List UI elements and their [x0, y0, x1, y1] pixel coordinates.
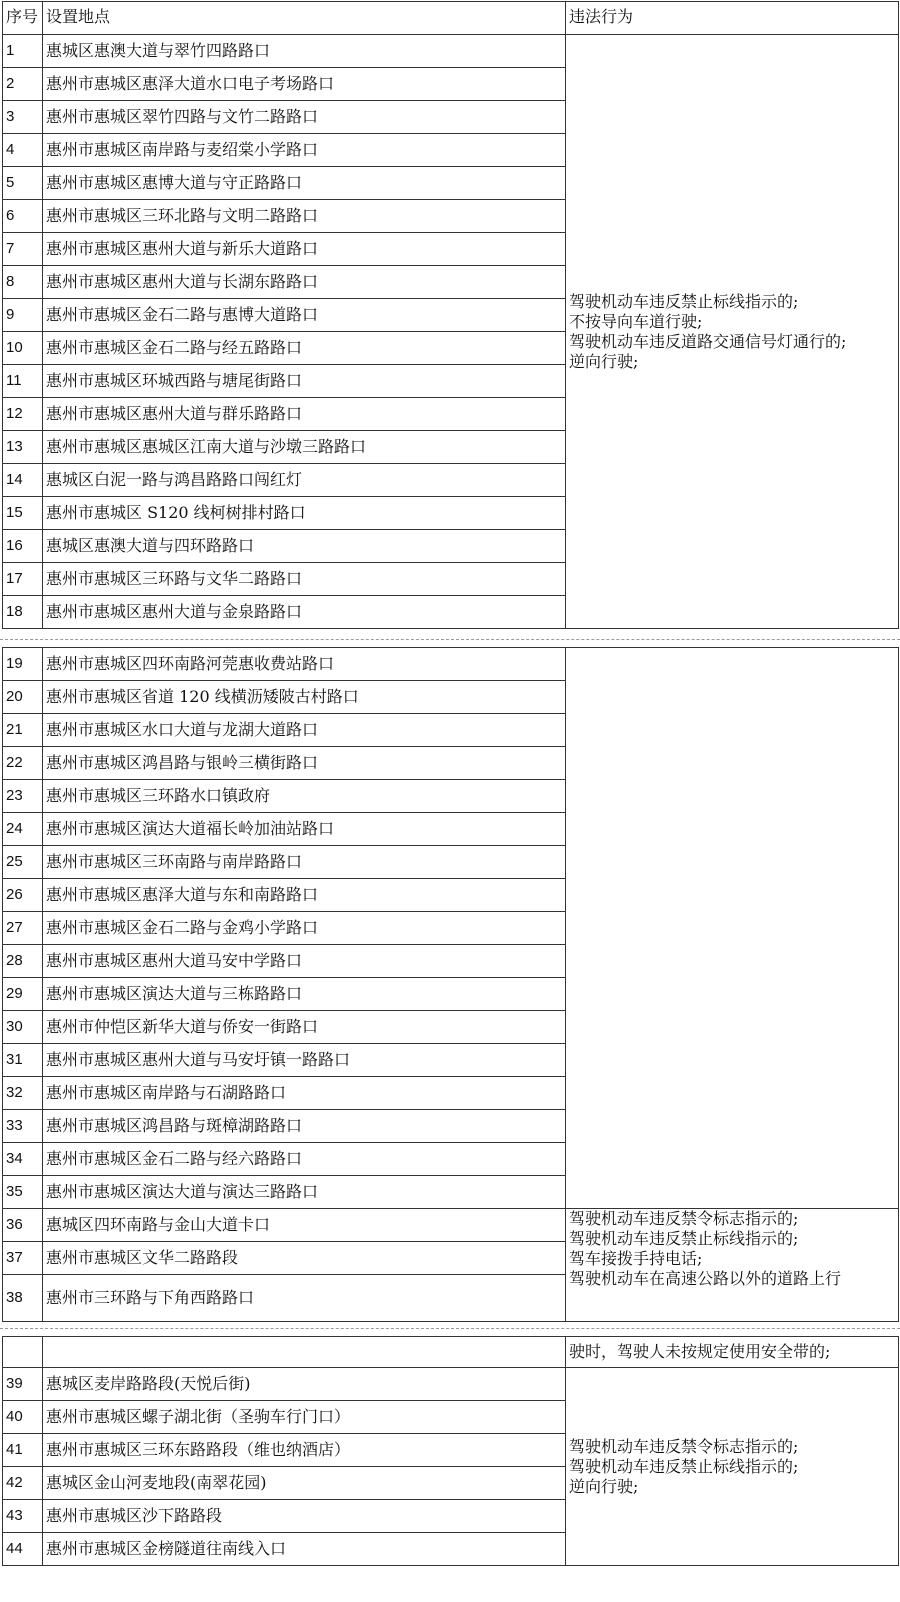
- row-number: 12: [3, 398, 43, 431]
- row-number: 41: [3, 1434, 43, 1467]
- row-number: 42: [3, 1467, 43, 1500]
- violation-line: 驾驶机动车违反禁令标志指示的;: [569, 1209, 799, 1228]
- location-cell: 惠州市惠城区省道 120 线横沥矮陂古村路口: [43, 681, 566, 714]
- violation-line: 逆向行驶;: [569, 351, 639, 371]
- location-cell: 惠州市惠城区南岸路与石湖路路口: [43, 1077, 566, 1110]
- location-cell: 惠州市惠城区惠州大道马安中学路口: [43, 945, 566, 978]
- violation-table-page-1: [2, 1, 899, 629]
- location-cell: 惠州市惠城区水口大道与龙湖大道路口: [43, 714, 566, 747]
- row-number: 34: [3, 1143, 43, 1176]
- row-number: 8: [3, 266, 43, 299]
- violation-cell: [566, 1209, 899, 1322]
- location-cell: 惠州市惠城区 S120 线柯树排村路口: [43, 497, 566, 530]
- location-cell: 惠城区金山河麦地段(南翠花园): [43, 1467, 566, 1500]
- location-cell: 惠州市惠城区惠泽大道水口电子考场路口: [43, 68, 566, 101]
- location-cell: 惠州市惠城区四环南路河莞惠收费站路口: [43, 648, 566, 681]
- row-number: 24: [3, 813, 43, 846]
- location-cell: 惠州市惠城区惠州大道与群乐路路口: [43, 398, 566, 431]
- row-number-empty: [3, 1337, 43, 1368]
- continuation-row: [3, 1337, 899, 1368]
- row-number: 28: [3, 945, 43, 978]
- location-cell: 惠州市惠城区金石二路与经五路路口: [43, 332, 566, 365]
- row-number: 13: [3, 431, 43, 464]
- location-cell: 惠城区惠澳大道与翠竹四路路口: [43, 35, 566, 68]
- location-cell: 惠州市惠城区金石二路与惠博大道路口: [43, 299, 566, 332]
- location-cell: 惠州市惠城区惠博大道与守正路路口: [43, 167, 566, 200]
- location-cell: 惠州市三环路与下角西路路口: [43, 1275, 566, 1322]
- row-number: 15: [3, 497, 43, 530]
- row-number: 21: [3, 714, 43, 747]
- row-number: 1: [3, 35, 43, 68]
- location-cell: 惠州市惠城区演达大道福长岭加油站路口: [43, 813, 566, 846]
- row-number: 25: [3, 846, 43, 879]
- row-number: 36: [3, 1209, 43, 1242]
- violation-table-page-2: [2, 647, 899, 1322]
- row-number: 37: [3, 1242, 43, 1275]
- location-cell: 惠州市惠城区鸿昌路与银岭三横街路口: [43, 747, 566, 780]
- location-cell: 惠州市惠城区金榜隧道往南线入口: [43, 1533, 566, 1566]
- row-number: 30: [3, 1011, 43, 1044]
- location-cell-empty: [43, 1337, 566, 1368]
- page-break: [0, 639, 900, 640]
- row-number: 9: [3, 299, 43, 332]
- location-cell: 惠州市惠城区惠州大道与长湖东路路口: [43, 266, 566, 299]
- row-number: 31: [3, 1044, 43, 1077]
- row-number: 39: [3, 1368, 43, 1401]
- violation-table-page-3: [2, 1336, 899, 1566]
- location-cell: 惠州市仲恺区新华大道与侨安一街路口: [43, 1011, 566, 1044]
- header-number: 序号: [3, 2, 43, 35]
- location-cell: 惠州市惠城区南岸路与麦绍棠小学路口: [43, 134, 566, 167]
- location-cell: 惠州市惠城区三环北路与文明二路路口: [43, 200, 566, 233]
- location-cell: 惠州市惠城区三环南路与南岸路路口: [43, 846, 566, 879]
- row-number: 2: [3, 68, 43, 101]
- violation-line: 驾驶机动车在高速公路以外的道路上行: [569, 1269, 842, 1288]
- location-cell: 惠州市惠城区惠州大道与金泉路路口: [43, 596, 566, 629]
- location-cell: 惠州市惠城区沙下路路段: [43, 1500, 566, 1533]
- table-row: [3, 648, 899, 681]
- location-cell: 惠州市惠城区环城西路与塘尾街路口: [43, 365, 566, 398]
- header-violation: 违法行为: [566, 2, 899, 35]
- violation-line: 驾车接拨手持电话;: [569, 1249, 703, 1268]
- row-number: 35: [3, 1176, 43, 1209]
- location-cell: 惠州市惠城区惠州大道与新乐大道路口: [43, 233, 566, 266]
- location-cell: 惠州市惠城区三环东路路段（维也纳酒店）: [43, 1434, 566, 1467]
- location-cell: 惠州市惠城区惠州大道与马安圩镇一路路口: [43, 1044, 566, 1077]
- location-cell: 惠州市惠城区鸿昌路与斑樟湖路路口: [43, 1110, 566, 1143]
- row-number: 29: [3, 978, 43, 1011]
- row-number: 20: [3, 681, 43, 714]
- violation-cell: 驶时，驾驶人未按规定使用安全带的;: [566, 1337, 899, 1368]
- row-number: 3: [3, 101, 43, 134]
- row-number: 4: [3, 134, 43, 167]
- page-break: [0, 1328, 900, 1329]
- row-number: 33: [3, 1110, 43, 1143]
- location-cell: 惠州市惠城区金石二路与金鸡小学路口: [43, 912, 566, 945]
- row-number: 7: [3, 233, 43, 266]
- table-row: [3, 35, 899, 68]
- row-number: 16: [3, 530, 43, 563]
- location-cell: 惠城区惠澳大道与四环路路口: [43, 530, 566, 563]
- location-cell: 惠州市惠城区翠竹四路与文竹二路路口: [43, 101, 566, 134]
- row-number: 17: [3, 563, 43, 596]
- location-cell: 惠城区白泥一路与鸿昌路路口闯红灯: [43, 464, 566, 497]
- row-number: 22: [3, 747, 43, 780]
- violation-line: 驾驶机动车违反禁令标志指示的;: [569, 1436, 799, 1456]
- violation-cell: [566, 1368, 899, 1566]
- row-number: 27: [3, 912, 43, 945]
- violation-line: 逆向行驶;: [569, 1476, 639, 1496]
- location-cell: 惠州市惠城区三环路与文华二路路口: [43, 563, 566, 596]
- violation-line: 驾驶机动车违反禁止标线指示的;: [569, 291, 799, 311]
- violation-line: 不按导向车道行驶;: [569, 311, 703, 331]
- violation-cell: [566, 35, 899, 629]
- location-cell: 惠城区麦岸路路段(天悦后街): [43, 1368, 566, 1401]
- row-number: 43: [3, 1500, 43, 1533]
- violation-cell-empty: [566, 648, 899, 1209]
- row-number: 40: [3, 1401, 43, 1434]
- row-number: 19: [3, 648, 43, 681]
- violation-line: 驾驶机动车违反禁止标线指示的;: [569, 1456, 799, 1476]
- location-cell: 惠州市惠城区三环路水口镇政府: [43, 780, 566, 813]
- row-number: 5: [3, 167, 43, 200]
- row-number: 38: [3, 1275, 43, 1322]
- header-row: [3, 2, 899, 35]
- row-number: 26: [3, 879, 43, 912]
- violation-line: 驾驶机动车违反道路交通信号灯通行的;: [569, 331, 847, 351]
- header-location: 设置地点: [43, 2, 566, 35]
- row-number: 44: [3, 1533, 43, 1566]
- row-number: 18: [3, 596, 43, 629]
- row-number: 11: [3, 365, 43, 398]
- location-cell: 惠州市惠城区金石二路与经六路路口: [43, 1143, 566, 1176]
- row-number: 10: [3, 332, 43, 365]
- location-cell: 惠州市惠城区惠泽大道与东和南路路口: [43, 879, 566, 912]
- location-cell: 惠州市惠城区螺子湖北街（圣驹车行门口）: [43, 1401, 566, 1434]
- row-number: 6: [3, 200, 43, 233]
- location-cell: 惠州市惠城区文华二路路段: [43, 1242, 566, 1275]
- location-cell: 惠州市惠城区惠城区江南大道与沙墩三路路口: [43, 431, 566, 464]
- table-row: [3, 1368, 899, 1401]
- location-cell: 惠州市惠城区演达大道与演达三路路口: [43, 1176, 566, 1209]
- row-number: 14: [3, 464, 43, 497]
- location-cell: 惠州市惠城区演达大道与三栋路路口: [43, 978, 566, 1011]
- violation-line: 驾驶机动车违反禁止标线指示的;: [569, 1229, 799, 1248]
- location-cell: 惠城区四环南路与金山大道卡口: [43, 1209, 566, 1242]
- row-number: 32: [3, 1077, 43, 1110]
- table-row: [3, 1209, 899, 1242]
- row-number: 23: [3, 780, 43, 813]
